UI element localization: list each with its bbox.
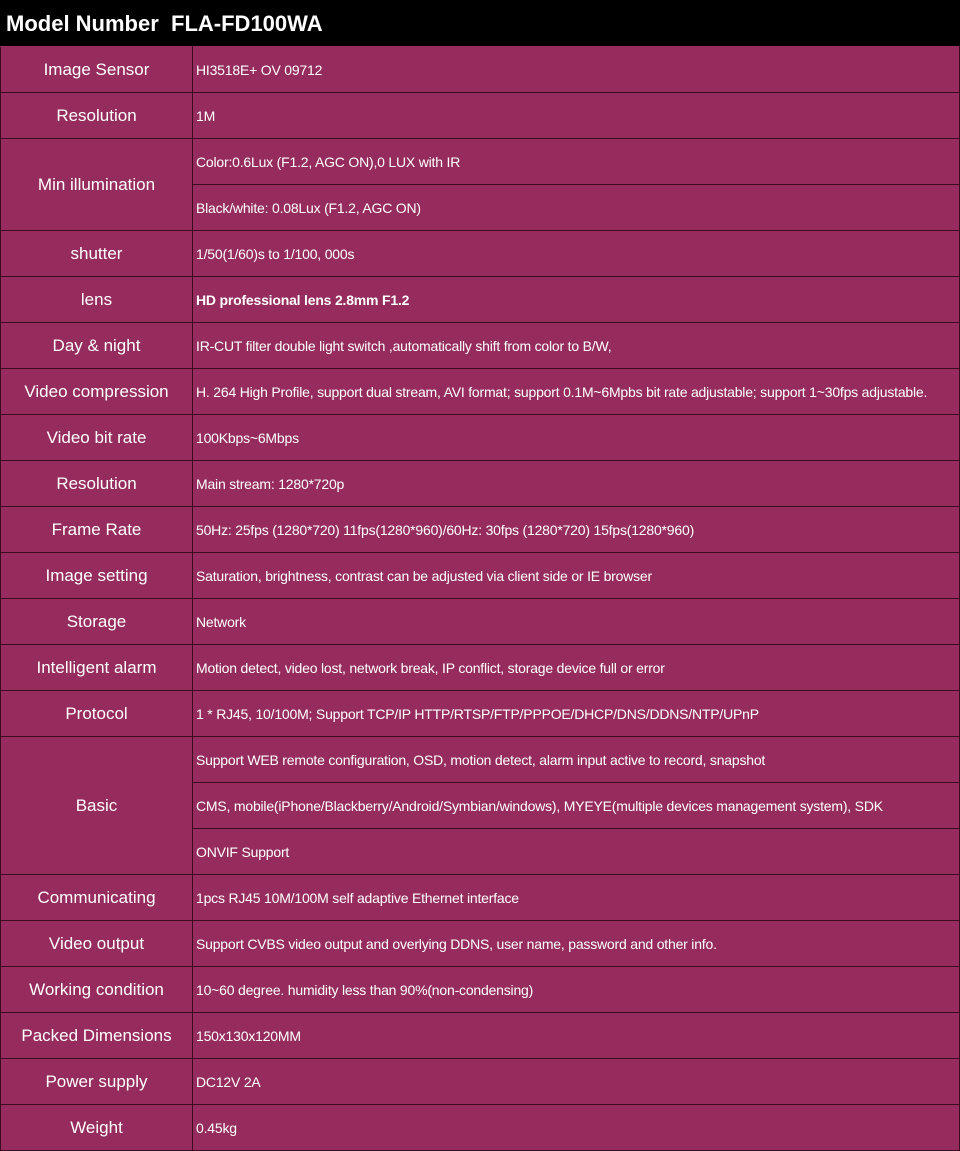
spec-row-image-setting (1, 553, 960, 599)
spec-row-image-sensor (1, 47, 960, 93)
spec-row-shutter (1, 231, 960, 277)
spec-value: Black/white: 0.08Lux (F1.2, AGC ON) (193, 185, 960, 231)
spec-value: 50Hz: 25fps (1280*720) 11fps(1280*960)/60Hz: 30fps (1280*720) 15fps(1280*960) (193, 507, 960, 553)
spec-row-intelligent-alarm (1, 645, 960, 691)
spec-value: Motion detect, video lost, network break, IP conflict, storage device full or error (193, 645, 960, 691)
spec-label: Video bit rate (1, 415, 193, 461)
spec-value: 1pcs RJ45 10M/100M self adaptive Ethernet interface (193, 875, 960, 921)
spec-row-basic (1, 737, 960, 783)
spec-label: Protocol (1, 691, 193, 737)
spec-label: Basic (1, 737, 193, 875)
spec-value: IR-CUT filter double light switch ,automatically shift from color to B/W, (193, 323, 960, 369)
spec-value: Network (193, 599, 960, 645)
spec-value: Main stream: 1280*720p (193, 461, 960, 507)
spec-row-lens (1, 277, 960, 323)
spec-label: Weight (1, 1105, 193, 1151)
spec-label: shutter (1, 231, 193, 277)
spec-row-min-illumination (1, 139, 960, 185)
spec-value: DC12V 2A (193, 1059, 960, 1105)
spec-label: lens (1, 277, 193, 323)
spec-value: HI3518E+ OV 09712 (193, 47, 960, 93)
spec-value: H. 264 High Profile, support dual stream, AVI format; support 0.1M~6Mpbs bit rate adjustable; support 1~30fps adjustable. (193, 369, 960, 415)
spec-label: Video compression (1, 369, 193, 415)
spec-row-protocol (1, 691, 960, 737)
model-number-label: Model Number (6, 11, 159, 36)
spec-value: ONVIF Support (193, 829, 960, 875)
spec-value: 100Kbps~6Mbps (193, 415, 960, 461)
spec-label: Day & night (1, 323, 193, 369)
spec-value: 1M (193, 93, 960, 139)
spec-label: Image Sensor (1, 47, 193, 93)
spec-row-working-condition (1, 967, 960, 1013)
spec-value: 150x130x120MM (193, 1013, 960, 1059)
spec-row-storage (1, 599, 960, 645)
spec-label: Resolution (1, 461, 193, 507)
spec-value: Saturation, brightness, contrast can be adjusted via client side or IE browser (193, 553, 960, 599)
spec-row-packed-dimensions (1, 1013, 960, 1059)
spec-row-resolution-main (1, 461, 960, 507)
spec-label: Storage (1, 599, 193, 645)
spec-value: 10~60 degree. humidity less than 90%(non-condensing) (193, 967, 960, 1013)
spec-label: Power supply (1, 1059, 193, 1105)
spec-value: HD professional lens 2.8mm F1.2 (193, 277, 960, 323)
spec-row-video-compression (1, 369, 960, 415)
spec-row-resolution (1, 93, 960, 139)
spec-value: 0.45kg (193, 1105, 960, 1151)
spec-row-day-night (1, 323, 960, 369)
spec-value: 1/50(1/60)s to 1/100, 000s (193, 231, 960, 277)
spec-label: Video output (1, 921, 193, 967)
spec-label: Packed Dimensions (1, 1013, 193, 1059)
spec-value: Support CVBS video output and overlying DDNS, user name, password and other info. (193, 921, 960, 967)
spec-value: Support WEB remote configuration, OSD, motion detect, alarm input active to record, snapshot (193, 737, 960, 783)
spec-row-video-output (1, 921, 960, 967)
spec-row-video-bit-rate (1, 415, 960, 461)
spec-label: Min illumination (1, 139, 193, 231)
spec-label: Frame Rate (1, 507, 193, 553)
spec-label: Communicating (1, 875, 193, 921)
spec-value: 1 * RJ45, 10/100M; Support TCP/IP HTTP/RTSP/FTP/PPPOE/DHCP/DNS/DDNS/NTP/UPnP (193, 691, 960, 737)
spec-table (0, 46, 960, 1151)
spec-label: Resolution (1, 93, 193, 139)
spec-value: CMS, mobile(iPhone/Blackberry/Android/Symbian/windows), MYEYE(multiple devices management system), SDK (193, 783, 960, 829)
spec-row-weight (1, 1105, 960, 1151)
spec-label: Intelligent alarm (1, 645, 193, 691)
spec-label: Working condition (1, 967, 193, 1013)
model-number-header (0, 0, 960, 46)
spec-row-communicating (1, 875, 960, 921)
spec-value: Color:0.6Lux (F1.2, AGC ON),0 LUX with IR (193, 139, 960, 185)
spec-row-power-supply (1, 1059, 960, 1105)
spec-row-frame-rate (1, 507, 960, 553)
spec-label: Image setting (1, 553, 193, 599)
model-number-value: FLA-FD100WA (171, 11, 323, 36)
